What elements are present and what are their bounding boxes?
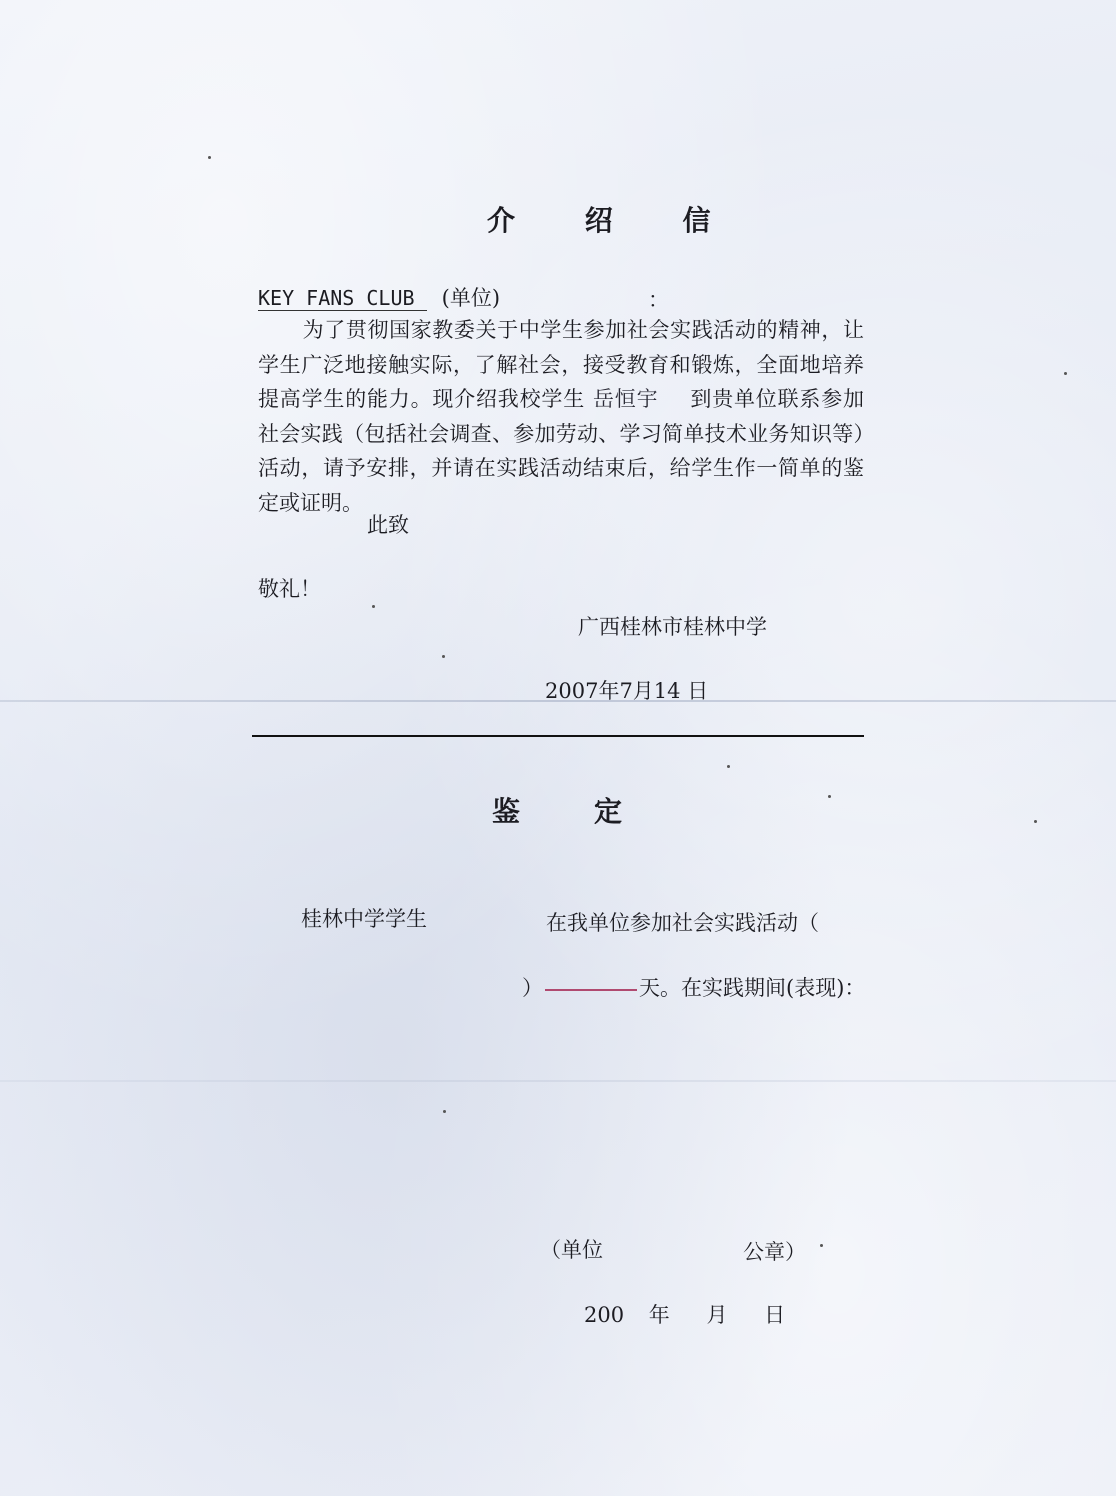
letter-title: 介 绍 信 (487, 204, 741, 237)
stamp-right: 公章） (743, 1240, 806, 1264)
student-name: 岳恒宇 (593, 387, 659, 412)
stamp-left: （单位 (540, 1238, 603, 1262)
letter-body-part2: 到贵单位联系参加社会实践（包括社会调查、参加劳动、学习简单技术业务知识等）活动，请予安排，并请在实践活动结束后，给学生作一简单的鉴定或证明。 (258, 387, 865, 515)
date-month-char: 月 (706, 1303, 728, 1327)
letter-body (258, 313, 864, 521)
paper-speck (727, 765, 730, 768)
letter-body-part1: 为了贯彻国家教委关于中学生参加社会实践活动的精神，让学生广泛地接触实际，了解社会，接受教育和锻炼，全面地培养提高学生的能力。现介绍我校学生 (258, 318, 864, 412)
school-name: 广西桂林市桂林中学 (578, 615, 767, 639)
paper-speck (828, 795, 831, 798)
recipient-line (258, 282, 500, 312)
paper-speck (1034, 820, 1037, 823)
appraisal-title: 鉴 定 (492, 795, 629, 828)
days-open-paren: ） (522, 976, 543, 1000)
days-line (522, 972, 865, 1002)
letter-date: 2007年7月14 日 (545, 679, 709, 703)
date-day-char: 日 (764, 1303, 786, 1327)
date-year: 200 (584, 1303, 625, 1327)
recipient-name: KEY FANS CLUB (258, 286, 427, 311)
appraisal-date (584, 1299, 785, 1329)
unit-label: (单位) (441, 286, 501, 310)
recipient-colon: ： (648, 288, 669, 312)
paper-speck (1064, 372, 1067, 375)
paper-speck (208, 156, 211, 159)
paper-fold-line (0, 1080, 1116, 1082)
days-blank (545, 989, 637, 991)
paper-speck (820, 1244, 823, 1247)
paper-speck (443, 1110, 446, 1113)
activity-text: 在我单位参加社会实践活动（ (546, 911, 819, 935)
student-prefix: 桂林中学学生 (301, 907, 427, 931)
section-divider (252, 735, 864, 737)
paper-speck (442, 655, 445, 658)
days-text: 天。在实践期间(表现)： (639, 976, 866, 1000)
paper-speck (372, 605, 375, 608)
salute: 敬礼！ (258, 577, 321, 601)
closing: 此致 (367, 513, 409, 537)
date-year-char: 年 (648, 1303, 670, 1327)
